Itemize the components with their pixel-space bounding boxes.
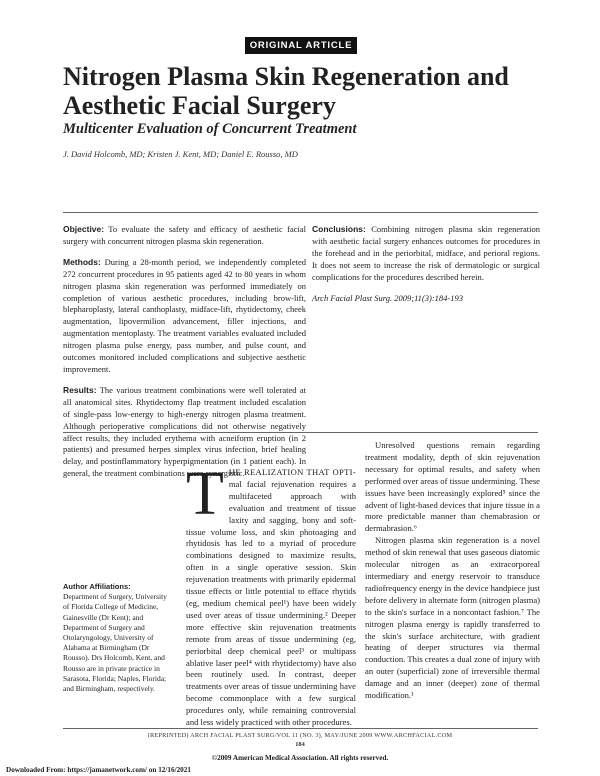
methods-text: During a 28-month period, we independently completed 272 concurrent procedures in 95 patients aged 42 to 80 years in whom nitrogen plasma skin regeneration was performed immediately on completion of various aesthetic procedures, including brow-lift, blepharoplasty, lateral canthoplasty, midface-lift, rhytidectomy, cheek augmentation, lipovermilion advancement, filler injections, and augmentation mentoplasty. The treatment variables evaluated included nitrogen plasma pulse energy, pass number, and pulse count, and outcomes monitored included complications and subjective aesthetic improvement. (63, 256, 306, 374)
paragraph-1-text: mal facial rejuvenation requires a multifaceted approach with evaluation and treatment of tissue laxity and sagging, bony and soft-tissue volume loss, and skin photoaging and rhytidosis has led to a myriad of procedure combinations designed to maximize results, often in a single operative session. Skin rejuvenation treatments with primarily epidermal tissue effects or little potential to efface rhytids (eg, medium chemical peel¹) have been widely used over areas of tissue undermining.² Deeper more effective skin rejuvenation treatments remote from areas of tissue undermining (eg, periorbital deep chemical peel³ or multipass ablative laser peel⁴ with rhytidectomy) have also been routinely used. In contrast, deeper treatments over areas of tissue undermining have become commonplace with a few surgical procedures only, while remaining controversial and less widely practiced with other procedures. (186, 478, 356, 728)
abstract-top-rule (63, 212, 538, 213)
author-affiliations (63, 582, 175, 694)
affiliations-text: Department of Surgery, University of Florida College of Medicine, Gainesville (Dr Kent); and Department of Surgery and Otolaryngology, University of Alabama at Birmingham (Dr Rousso). Drs Holcomb, Kent, and Rousso are in private practice in Sarasota, Florida; Naples, Florida; and Birmingham, respectively. (63, 592, 167, 694)
article-type-banner: ORIGINAL ARTICLE (245, 37, 357, 54)
article-title: Nitrogen Plasma Skin Regeneration and Aesthetic Facial Surgery (63, 62, 509, 120)
objective-label: Objective: (63, 224, 105, 234)
drop-cap: T (186, 460, 224, 528)
body-paragraph-3: Nitrogen plasma skin regeneration is a novel method of skin renewal that uses gaseous diatomic molecular nitrogen as an extracorporeal intermediary and energy reservoir to transduce radiofrequency energy in the device handpiece just before delivery in alternate form (nitrogen plasma) to the skin's surface in a noncontact fashion.⁷ The nitrogen plasma energy is rapidly transferred to the skin's surface architecture, with gradient heating of deeper structures via thermal conduction. This creates a dual zone of injury with an outer (superficial) zone of irreversible thermal damage and an inner (deeper) zone of thermal modification.¹ (365, 535, 540, 701)
body-column-left (186, 460, 356, 729)
abstract-bottom-rule (63, 432, 538, 433)
results-label: Results: (63, 384, 97, 395)
abstract-conclusions (312, 224, 540, 284)
abstract-methods (63, 257, 306, 376)
running-footer: (REPRINTED) ARCH FACIAL PLAST SURG/VOL 11 (NO. 3), MAY/JUNE 2009 WWW.ARCHFACIAL.COM (147, 732, 453, 739)
methods-label: Methods: (63, 256, 101, 267)
abstract-left-column (63, 224, 306, 489)
footer-rule (63, 728, 538, 729)
author-list: J. David Holcomb, MD; Kristen J. Kent, MD; Daniel E. Rousso, MD (63, 149, 298, 159)
article-citation: Arch Facial Plast Surg. 2009;11(3):184-193 (312, 292, 464, 303)
article-subtitle: Multicenter Evaluation of Concurrent Treatment (63, 121, 357, 137)
conclusions-label: Conclusions: (312, 224, 366, 234)
body-column-right (365, 440, 540, 702)
abstract-objective (63, 224, 306, 248)
affiliations-heading: Author Affiliations: (63, 582, 131, 591)
body-paragraph-2: Unresolved questions remain regarding treatment modality, depth of skin rejuvenation necessary for optimal results, and safety when performed over areas of tissue undermining. These issues have been increasingly explored⁵ since the advent of light-based devices that injure tissue in a more predictable manner than chemabrasion or dermabrasion.⁶ (365, 440, 540, 534)
lead-in-caps: HE REALIZATION THAT OPTI- (228, 467, 356, 477)
download-notice: Downloaded From: https://jamanetwork.com/ on 12/16/2021 (6, 766, 191, 774)
body-paragraph-1 (186, 460, 356, 729)
objective-text: To evaluate the safety and efficacy of aesthetic facial surgery with concurrent nitrogen plasma skin regeneration. (63, 224, 306, 246)
abstract-right-column (312, 224, 540, 304)
page-number: 184 (295, 741, 305, 748)
conclusions-text: Combining nitrogen plasma skin regeneration with aesthetic facial surgery enhances outcomes for procedures in the forehead and in the periorbital, midface, and perioral regions. It does not seem to increase the risk of dermatologic or surgical complications for the procedures described herein. (312, 224, 540, 282)
results-text: The various treatment combinations were well tolerated at all anatomical sites. Rhytidectomy flap treatment included escalation of single-pass low-energy to high-energy nitrogen plasma treatment. Although perioperative complications did not otherwise negatively affect results, they included erythema with acneiform eruption (in 2 patients) and presumed herpes simplex virus infection, brief healing delay, and postinflammatory hyperpigmentation (in 1 patient each). In general, the treatment combinations were synergistic. (63, 384, 306, 479)
copyright-notice: ©2009 American Medical Association. All rights reserved. (211, 754, 389, 762)
